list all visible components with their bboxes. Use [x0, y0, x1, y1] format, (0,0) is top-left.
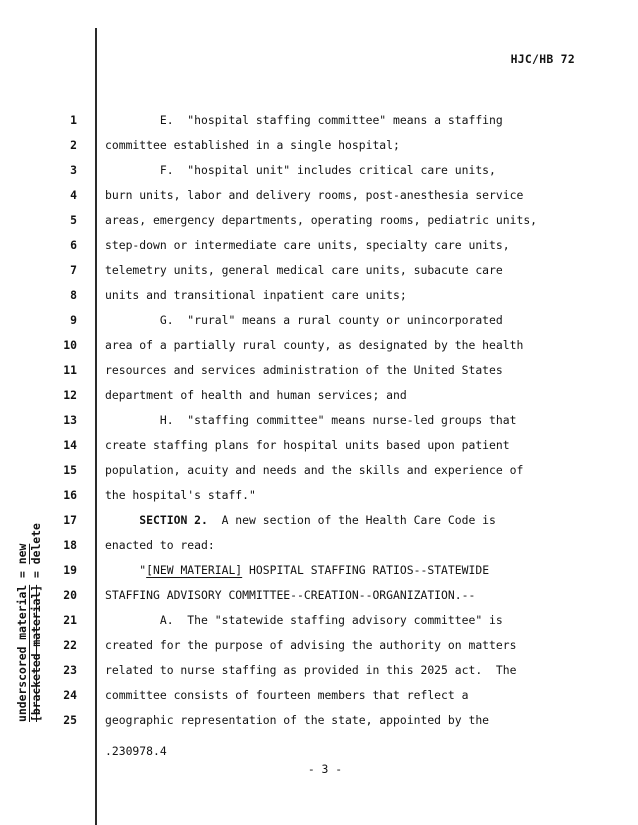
line-text — [105, 283, 407, 308]
bill-line — [0, 483, 638, 508]
bill-line — [0, 583, 638, 608]
line-text — [105, 408, 516, 433]
line-text — [105, 383, 407, 408]
line-number: 3 — [70, 163, 77, 177]
text-segment: [NEW MATERIAL] — [146, 563, 243, 577]
text-segment: E. "hospital staffing committee" means a staffing — [105, 113, 503, 127]
bill-line — [0, 308, 638, 333]
text-segment: population, acuity and needs and the skills and experience of — [105, 463, 524, 477]
bill-line — [0, 158, 638, 183]
line-text — [105, 158, 496, 183]
line-text — [105, 333, 523, 358]
text-segment: = — [15, 564, 29, 585]
line-text — [105, 508, 496, 533]
bill-line — [0, 333, 638, 358]
line-number: 10 — [63, 338, 77, 352]
bill-line — [0, 233, 638, 258]
bill-line — [0, 558, 638, 583]
line-text — [105, 458, 523, 483]
line-text — [105, 658, 516, 683]
line-number: 7 — [70, 263, 77, 277]
line-number: 14 — [63, 438, 77, 452]
text-segment: geographic representation of the state, appointed by the — [105, 713, 490, 727]
line-text — [105, 608, 503, 633]
line-number: 13 — [63, 413, 77, 427]
line-number: 17 — [63, 513, 77, 527]
line-number: 21 — [63, 613, 77, 627]
line-number: 1 — [70, 113, 77, 127]
line-number: 4 — [70, 188, 77, 202]
text-segment: HOSPITAL STAFFING RATIOS--STATEWIDE — [242, 563, 490, 577]
bill-line — [0, 633, 638, 658]
bill-line — [0, 708, 638, 733]
page-number: - 3 - — [307, 762, 343, 776]
bill-line — [0, 283, 638, 308]
line-number: 18 — [63, 538, 77, 552]
text-segment: the hospital's staff." — [105, 488, 256, 502]
text-segment: STAFFING ADVISORY COMMITTEE--CREATION--ORGANIZATION.-- — [105, 588, 476, 602]
text-segment: resources and services administration of the United States — [105, 363, 503, 377]
text-segment: create staffing plans for hospital units based upon patient — [105, 438, 510, 452]
line-number: 19 — [63, 563, 77, 577]
bill-line — [0, 533, 638, 558]
text-segment — [105, 513, 139, 527]
text-segment: created for the purpose of advising the authority on matters — [105, 638, 517, 652]
line-number: 2 — [70, 138, 77, 152]
text-segment: H. "staffing committee" means nurse-led groups that — [105, 413, 517, 427]
line-number: 6 — [70, 238, 77, 252]
bill-line — [0, 108, 638, 133]
text-segment: SECTION 2. — [139, 513, 208, 527]
line-number: 15 — [63, 463, 77, 477]
line-text — [105, 483, 256, 508]
bill-line — [0, 658, 638, 683]
line-number: 12 — [63, 388, 77, 402]
bill-line — [0, 208, 638, 233]
line-number: 23 — [63, 663, 77, 677]
bill-id-header: HJC/HB 72 — [510, 52, 575, 66]
line-text — [105, 208, 537, 233]
bill-line — [0, 508, 638, 533]
bill-draft-code: .230978.4 — [105, 744, 167, 758]
text-segment: areas, emergency departments, operating rooms, pediatric units, — [105, 213, 538, 227]
text-segment: enacted to read: — [105, 538, 215, 552]
line-number: 5 — [70, 213, 77, 227]
text-segment: related to nurse staffing as provided in this 2025 act. The — [105, 663, 517, 677]
line-text — [105, 183, 523, 208]
text-segment: [bracketed material] — [29, 584, 43, 722]
line-number: 22 — [63, 638, 77, 652]
text-segment: = delete — [29, 523, 43, 585]
text-segment: telemetry units, general medical care units, subacute care — [105, 263, 503, 277]
line-text — [105, 433, 510, 458]
line-text — [105, 308, 503, 333]
bill-line — [0, 458, 638, 483]
line-text — [105, 533, 215, 558]
line-text — [105, 633, 516, 658]
line-text — [105, 358, 503, 383]
line-number: 25 — [63, 713, 77, 727]
line-number: 16 — [63, 488, 77, 502]
bill-line — [0, 183, 638, 208]
bill-line — [0, 358, 638, 383]
text-segment: A. The "statewide staffing advisory committee" is — [105, 613, 503, 627]
line-text — [105, 583, 475, 608]
line-number: 11 — [63, 363, 77, 377]
bill-line — [0, 258, 638, 283]
bill-line — [0, 133, 638, 158]
line-text — [105, 133, 400, 158]
text-segment: underscored material — [15, 584, 29, 722]
text-segment: area of a partially rural county, as designated by the health — [105, 338, 524, 352]
text-segment: committee established in a single hospital; — [105, 138, 400, 152]
text-segment: F. "hospital unit" includes critical care units, — [105, 163, 496, 177]
line-text — [105, 683, 468, 708]
line-number: 20 — [63, 588, 77, 602]
bill-line — [0, 433, 638, 458]
text-segment: department of health and human services; and — [105, 388, 407, 402]
text-segment: committee consists of fourteen members that reflect a — [105, 688, 469, 702]
line-number: 9 — [70, 313, 77, 327]
line-text — [105, 258, 503, 283]
bill-line — [0, 383, 638, 408]
text-segment: " — [105, 563, 147, 577]
text-segment: burn units, labor and delivery rooms, post-anesthesia service — [105, 188, 524, 202]
line-number: 8 — [70, 288, 77, 302]
text-segment: G. "rural" means a rural county or unincorporated — [105, 313, 503, 327]
line-text — [105, 558, 489, 583]
bill-line — [0, 408, 638, 433]
text-segment: A new section of the Health Care Code is — [207, 513, 496, 527]
line-number: 24 — [63, 688, 77, 702]
bill-line — [0, 683, 638, 708]
text-segment: units and transitional inpatient care units; — [105, 288, 407, 302]
text-segment: step-down or intermediate care units, specialty care units, — [105, 238, 510, 252]
line-text — [105, 708, 489, 733]
text-segment: new — [15, 543, 29, 565]
bill-text-body — [0, 108, 638, 733]
line-text — [105, 108, 503, 133]
bill-line — [0, 608, 638, 633]
line-text — [105, 233, 510, 258]
